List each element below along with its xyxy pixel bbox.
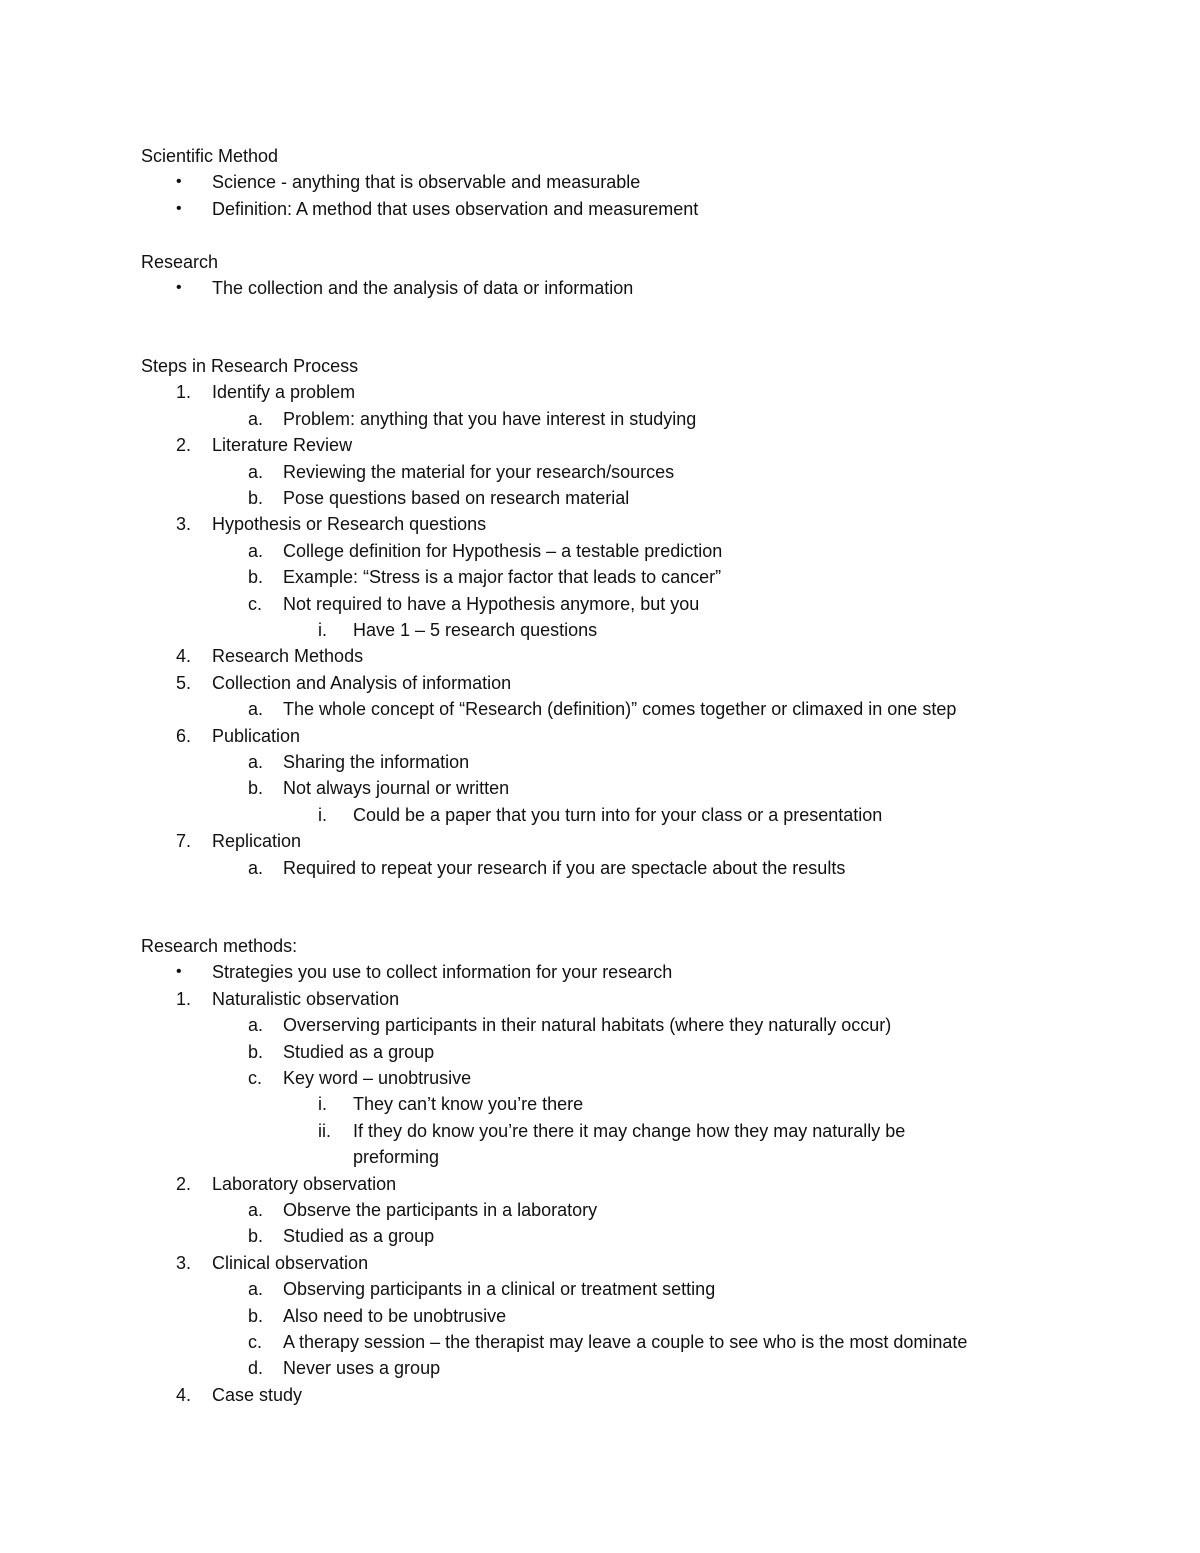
list-item-text: Have 1 – 5 research questions [353,620,598,640]
bullet-marker: • [176,279,182,296]
list-marker: 4. [176,646,192,666]
list-item-text: Not always journal or written [283,778,510,798]
list-marker: 3. [176,514,192,534]
list-marker: a. [248,1015,264,1035]
list-marker: a. [248,1200,264,1220]
list-item-text: preforming [353,1147,440,1167]
list-marker: 2. [176,1174,192,1194]
section-heading-text: Scientific Method [141,146,279,166]
list-item-text: Naturalistic observation [212,989,400,1009]
list-marker: b. [248,488,264,508]
list-marker: a. [248,752,264,772]
list-marker: 4. [176,1385,192,1405]
list-item-text: Strategies you use to collect information for your research [212,962,673,982]
list-marker: d. [248,1358,264,1378]
list-marker: c. [248,594,263,614]
bullet-marker: • [176,200,182,217]
list-item-text: Studied as a group [283,1042,435,1062]
list-marker: a. [248,409,264,429]
list-item-text: If they do know you’re there it may change how they may naturally be [353,1121,906,1141]
list-marker: c. [248,1068,263,1088]
list-item-text: College definition for Hypothesis – a testable prediction [283,541,723,561]
list-item-text: Observing participants in a clinical or treatment setting [283,1279,716,1299]
list-marker: i. [318,805,327,825]
list-marker: i. [318,1094,327,1114]
list-marker: a. [248,858,264,878]
list-marker: b. [248,1306,264,1326]
bullet-marker: • [176,173,182,190]
list-marker: 1. [176,989,192,1009]
list-marker: a. [248,462,264,482]
list-item-text: Science - anything that is observable and measurable [212,172,641,192]
list-marker: 3. [176,1253,192,1273]
list-item-text: Sharing the information [283,752,470,772]
list-item-text: Key word – unobtrusive [283,1068,472,1088]
list-item-text: Never uses a group [283,1358,441,1378]
list-item-text: Literature Review [212,435,353,455]
list-item-text: The collection and the analysis of data or information [212,278,634,298]
list-item-text: Reviewing the material for your research/sources [283,462,675,482]
list-item-text: Clinical observation [212,1253,369,1273]
list-item-text: Collection and Analysis of information [212,673,512,693]
list-item-text: A therapy session – the therapist may leave a couple to see who is the most dominate [283,1332,968,1352]
bullet-marker: • [176,963,182,980]
list-item-text: Overserving participants in their natural habitats (where they naturally occur) [283,1015,892,1035]
list-marker: i. [318,620,327,640]
list-marker: 6. [176,726,192,746]
list-item-text: Studied as a group [283,1226,435,1246]
list-item-text: Research Methods [212,646,364,666]
list-marker: b. [248,567,264,587]
list-marker: b. [248,1042,264,1062]
list-marker: a. [248,1279,264,1299]
list-item-text: Replication [212,831,302,851]
list-item-text: Not required to have a Hypothesis anymore, but you [283,594,700,614]
list-marker: a. [248,699,264,719]
list-marker: ii. [318,1121,331,1141]
list-item-text: Problem: anything that you have interest in studying [283,409,697,429]
section-heading-text: Research methods: [141,936,298,956]
list-marker: 7. [176,831,192,851]
list-item-text: Also need to be unobtrusive [283,1306,507,1326]
list-item-text: Identify a problem [212,382,356,402]
list-item-text: Pose questions based on research material [283,488,630,508]
list-item-text: Case study [212,1385,303,1405]
list-marker: b. [248,1226,264,1246]
list-marker: 1. [176,382,192,402]
list-item-text: Observe the participants in a laboratory [283,1200,598,1220]
list-item-text: Hypothesis or Research questions [212,514,487,534]
section-heading-text: Research [141,252,219,272]
list-item-text: Laboratory observation [212,1174,397,1194]
list-item-text: They can’t know you’re there [353,1094,584,1114]
list-marker: c. [248,1332,263,1352]
section-heading-text: Steps in Research Process [141,356,359,376]
list-marker: 2. [176,435,192,455]
list-marker: b. [248,778,264,798]
list-item-text: Example: “Stress is a major factor that leads to cancer” [283,567,722,587]
list-marker: 5. [176,673,192,693]
list-marker: a. [248,541,264,561]
list-item-text: Definition: A method that uses observation and measurement [212,199,699,219]
list-item-text: The whole concept of “Research (definition)” comes together or climaxed in one step [283,699,957,719]
list-item-text: Required to repeat your research if you are spectacle about the results [283,858,846,878]
list-item-text: Publication [212,726,301,746]
list-item-text: Could be a paper that you turn into for your class or a presentation [353,805,883,825]
